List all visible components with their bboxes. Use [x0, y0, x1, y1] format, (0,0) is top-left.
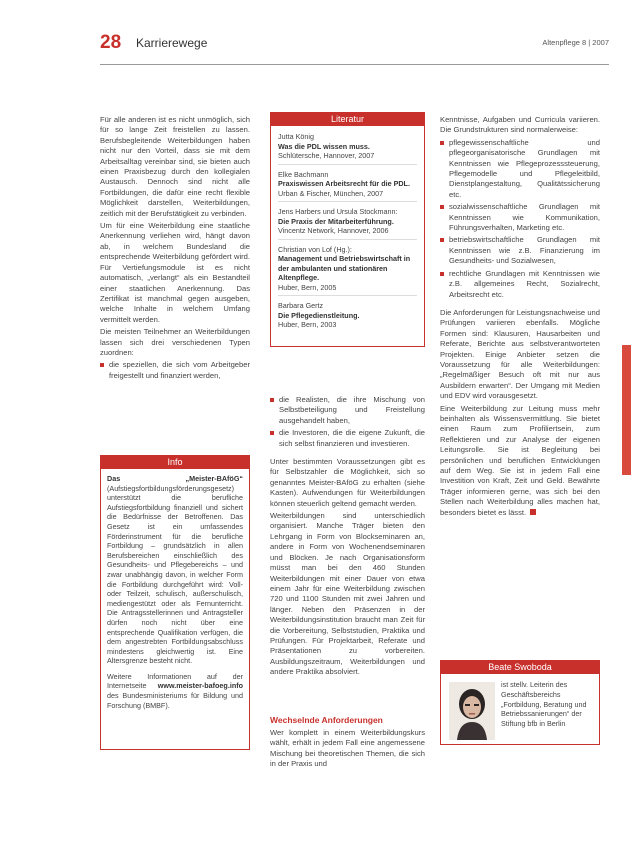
paragraph: Wer komplett in einem Weiterbildungskurs wählt, erhält in jedem Fall eine angemessene Mischung bei theoretischen Themen, die sich in der Praxis und	[270, 728, 425, 769]
paragraph: Die meisten Teilnehmer an Weiterbildungen lassen sich drei verschiedenen Typen zuordnen:	[100, 327, 250, 357]
info-more: Weitere Informationen auf der Internetseite	[107, 671, 243, 691]
list-item: die Investoren, die die eigene Zukunft, die sich selbst finanzieren und investieren.	[270, 428, 425, 449]
column-left	[100, 115, 250, 383]
literature-entry: Christian von Lof (Hg.): Management und Betriebswirtschaft in der ambulanten und stationären Altenpflege. Huber, Bern, 2005	[278, 245, 417, 297]
literature-entry: Elke Bachmann Praxiswissen Arbeitsrecht für die PDL. Urban & Fischer, München, 2007	[278, 170, 417, 203]
bullet-list	[440, 138, 600, 300]
list-item: die Realisten, die ihre Mischung von Selbstbeteiligung und Freistellung ausgehandelt haben,	[270, 395, 425, 426]
side-tab-marker	[622, 345, 631, 475]
page-header	[0, 18, 631, 56]
literature-entry: Barbara Gertz Die Pflegedienstleitung. Huber, Bern, 2003	[278, 301, 360, 329]
info-lead: Das „Meister-BAföG“	[107, 474, 243, 483]
paragraph: Weiterbildungen sind unterschiedlich organisiert. Manche Träger bieten den Lehrgang in Form von Blockseminaren an, andere in Form von Wochenendseminaren und Blöcken. Je nach Organisationsform müsst man bei den 460 Stunden Weiterbildungen mit einer Dauer von etwa einem Jahr für eine Weiterbildung zwischen 720 und 1100 Stunden mit zwei Jahren und länger. Neben den Präsenzen in der Weiterbildungsinstitution braucht man Zeit für die Vorbereitung, Selbststudien, Praktika und Prüfungen. Für Projektarbeit, Referate und Präsentationen zu vorbereiten. Ausbildungszeitraum, Weiterbildungen und andere Praktika absolviert.	[270, 511, 425, 677]
literature-entry: Jens Harbers und Ursula Stockmann: Die Praxis der Mitarbeiterführung. Vincentz Network, Hannover, 2006	[278, 207, 417, 240]
info-box	[100, 455, 250, 750]
literature-entry: Jutta König Was die PDL wissen muss. Schlütersche, Hannover, 2007	[278, 132, 417, 165]
info-text: (Aufstiegsfortbildungsförderungsgesetz) unterstützt die berufliche Aufstiegsfortbildung finanziell und sichert die Bedürfnisse der Betroffenen. Das Gesetz ist ein umfassendes Förderinstrument für die berufliche Fortbildung – grundsätzlich in allen Berufsbereichen einschließlich des Gesundheits- und Pflegebereichs – und zwar unabhängig davon, in welcher Form die Fortbildung durchgeführt wird: Voll- oder Teilzeit, schulisch, außerschulisch, mediengestützt oder als Fernunterricht. Die Antragsstellerinnen und Antragsteller dürfen noch nicht über eine entsprechende Qualifikation verfügen, die dem angestrebten Fortbildungsabschluss mindestens gleichwertig ist. Eine Altersgrenze besteht nicht.	[107, 483, 243, 666]
section-title: Karrierewege	[136, 36, 208, 50]
column-right	[440, 115, 600, 520]
header-rule	[100, 64, 609, 65]
paragraph: Die Anforderungen für Leistungsnachweise und Prüfungen variieren ebenfalls. Mögliche Formen sind: Klausuren, Hausarbeiten und Referate, Berichte aus selbstverantworteten Projekten. Einige Anbieter setzen die Voraussetzung für alle Weiterbildungen: „Regelmäßiger Besuch oft mit nur aus Ausbildern erwarten“. Der Umgang mit Medien und EDV wird vorausgesetzt.	[440, 307, 600, 401]
literature-heading: Literatur	[271, 113, 424, 126]
bullet-list	[100, 360, 250, 381]
author-photo	[449, 682, 495, 740]
list-item: sozialwissenschaftliche Grundlagen mit Kenntnissen wie Kommunikation, Führungsverhalten, Marketing etc.	[440, 202, 600, 233]
paragraph: Kenntnisse, Aufgaben und Curricula variieren. Die Grundstrukturen sind normalerweise:	[440, 115, 600, 135]
issue-label: Altenpflege 8 | 2007	[542, 38, 609, 47]
paragraph: Eine Weiterbildung zur Leitung muss mehr beinhalten als Wissensvermittlung. Sie bietet einen Raum zum Profiliertsein, zum Reflektieren und zur Analyse der eigenen Leitungsrolle. Sie ist Begleitung bei persönlichen und beruflichen Entwicklungen auf dem Weg. Sie ist in jedem Fall eine Investition von Kraft, Zeit und Geld. Bewährte Träger informieren gerne, was sich bei den Stellen nach Weiterbildung alles machen hat, besonders bietet es lässt.	[440, 403, 600, 517]
list-item: die speziellen, die sich vom Arbeitgeber freigestellt und finanziert werden,	[100, 360, 250, 381]
list-item: rechtliche Grundlagen mit Kenntnissen wie z.B. allgemeines Recht, Sozialrecht, Arbeitsrecht etc.	[440, 269, 600, 300]
list-item: betriebswirtschaftliche Grundlagen mit Kenntnissen wie z.B. Finanzierung im Gesundheits- und Sozialwesen,	[440, 235, 600, 266]
paragraph: Unter bestimmten Voraussetzungen gibt es für Selbstzahler die Möglichkeit, sich so genanntes Meister-BAföG zu erhalten (siehe Kasten). Aufwendungen für Weiterbildungen können steuerlich geltend gemacht werden.	[270, 457, 425, 508]
info-heading: Info	[101, 456, 249, 469]
column-middle	[270, 395, 425, 680]
author-heading: Beate Swoboda	[441, 661, 599, 674]
info-more-2: des Bundesministeriums für Bildung und Forschung (BMBF).	[107, 691, 243, 710]
subheading: Wechselnde Anforderungen	[270, 715, 383, 725]
info-link[interactable]: www.meister-bafoeg.info	[157, 681, 243, 691]
author-bio: ist stellv. Leiterin des Geschäftsbereichs „Fortbildung, Beratung und Betriebssanierungen“ der Stiftung bfb in Berlin	[501, 680, 587, 729]
author-box	[440, 660, 600, 745]
bullet-list	[270, 395, 425, 449]
paragraph: Für alle anderen ist es nicht unmöglich, sich für so lange Zeit freistellen zu lassen. Berufsbegleitende Weiterbildungen haben nicht nur den Vorteil, dass sie mit dem Arbeitsalltag vereinbar sind, sie bieten auch einen Praxisbezug durch den kollegialen Austausch. Dennoch sind nicht alle Fortbildungen, die dafür eine recht flexible Möglichkeit darstellen, Weiterbildungen, zeitlich mit der Berufstätigkeit zu verbinden.	[100, 115, 250, 218]
list-item: pflegewissenschaftliche und pflegeorganisatorische Grundlagen mit Kenntnissen wie Pflegeprozesssteuerung, Pflegemodelle und Pflegeleitbild, Dienstplangestaltung, Qualitätssicherung etc.	[440, 138, 600, 200]
page-number: 28	[100, 32, 122, 53]
end-mark-icon	[530, 509, 536, 515]
literature-box	[270, 112, 425, 347]
paragraph: Um für eine Weiterbildung eine staatliche Anerkennung verliehen wird, hängt davon ab, in welchem Bundesland die entsprechende Weiterbildung gefördert wird. Für Vertiefungsmodule ist es nicht automatisch, „verlangt“ als ein Bestandteil einer staatlichen Anerkennung. Das Zertifikat ist manchmal gegen ausgeben, welche Inhalte in welchem Umfang vermittelt werden.	[100, 221, 250, 324]
